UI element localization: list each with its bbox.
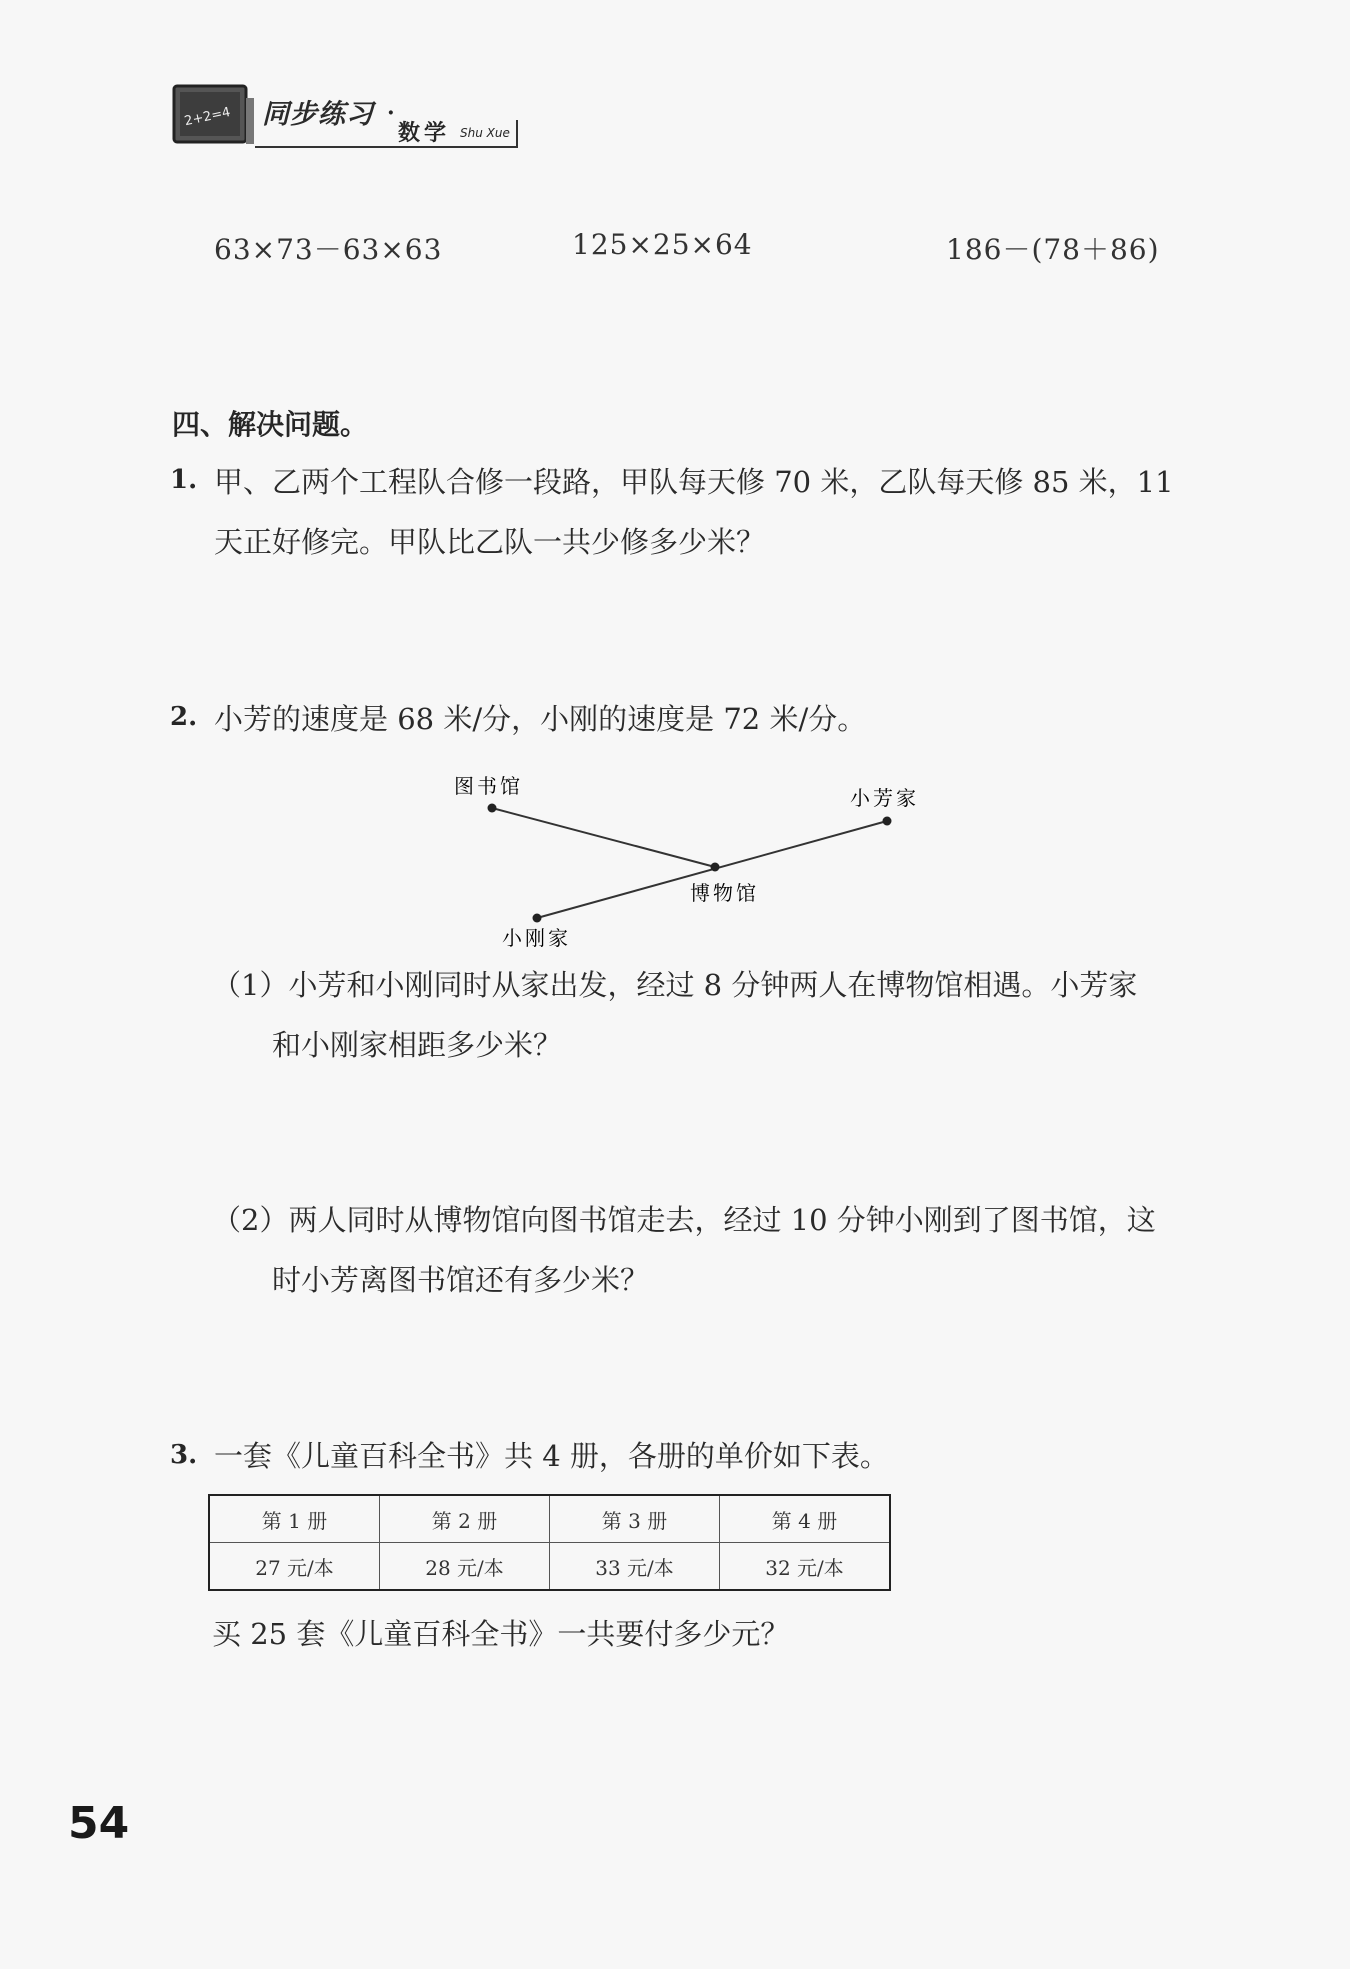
table-row (209, 1543, 890, 1591)
xiaofang-home-label: 小芳家 (850, 786, 919, 810)
table-row (209, 1495, 890, 1543)
expression-2: 125×25×64 (572, 228, 753, 261)
table-header-cell: 第 1 册 (209, 1495, 380, 1543)
question-2-sub-2-line-2: 时小芳离图书馆还有多少米？ (272, 1263, 650, 1297)
subject-label: 数学 (398, 121, 451, 146)
question-3-number: 3. (170, 1440, 198, 1470)
museum-label: 博物馆 (690, 881, 759, 905)
header-rule (255, 146, 518, 148)
board-text: 2+2=4 (183, 104, 232, 130)
question-1-line-2: 天正好修完。甲队比乙队一共少修多少米？ (214, 525, 766, 559)
library-museum-road (492, 808, 715, 867)
route-diagram (440, 765, 940, 965)
section-title: 四、解决问题。 (172, 408, 369, 441)
question-1-number: 1. (170, 465, 198, 495)
xiaogang-home-point (533, 914, 542, 923)
blackboard-logo-icon (170, 80, 258, 152)
library-point (488, 804, 497, 813)
expression-3: 186－(78＋86) (946, 233, 1160, 266)
expression-1: 63×73－63×63 (214, 233, 443, 266)
question-2-number: 2. (170, 702, 198, 732)
table-cell: 27 元/本 (209, 1543, 380, 1591)
museum-point (711, 863, 720, 872)
question-3-question: 买 25 套《儿童百科全书》一共要付多少元？ (212, 1617, 790, 1651)
xiaofang-home-point (883, 817, 892, 826)
subject-pinyin: Shu Xue (460, 126, 510, 140)
question-2-sub-2-line-1: （2）两人同时从博物馆向图书馆走去，经过 10 分钟小刚到了图书馆，这 (212, 1203, 1156, 1237)
table-header-cell: 第 2 册 (380, 1495, 550, 1543)
table-cell: 33 元/本 (550, 1543, 720, 1591)
question-2-sub-1-line-2: 和小刚家相距多少米？ (272, 1028, 563, 1062)
library-label: 图书馆 (454, 774, 523, 798)
question-1-line-1: 甲、乙两个工程队合修一段路，甲队每天修 70 米，乙队每天修 85 米，11 (214, 465, 1174, 499)
series-title: 同步练习 (262, 99, 374, 130)
table-cell: 28 元/本 (380, 1543, 550, 1591)
table-header-cell: 第 3 册 (550, 1495, 720, 1543)
header-tick (516, 120, 518, 147)
table-cell: 32 元/本 (720, 1543, 891, 1591)
question-3-line-1: 一套《儿童百科全书》共 4 册，各册的单价如下表。 (214, 1439, 889, 1473)
table-header-cell: 第 4 册 (720, 1495, 891, 1543)
question-2-line-1: 小芳的速度是 68 米/分，小刚的速度是 72 米/分。 (214, 702, 867, 736)
page-number: 54 (68, 1798, 130, 1849)
header-dot: · (387, 100, 395, 126)
xiaogang-home-label: 小刚家 (502, 926, 571, 950)
question-2-sub-1-line-1: （1）小芳和小刚同时从家出发，经过 8 分钟两人在博物馆相遇。小芳家 (212, 968, 1138, 1002)
price-table (208, 1494, 891, 1591)
